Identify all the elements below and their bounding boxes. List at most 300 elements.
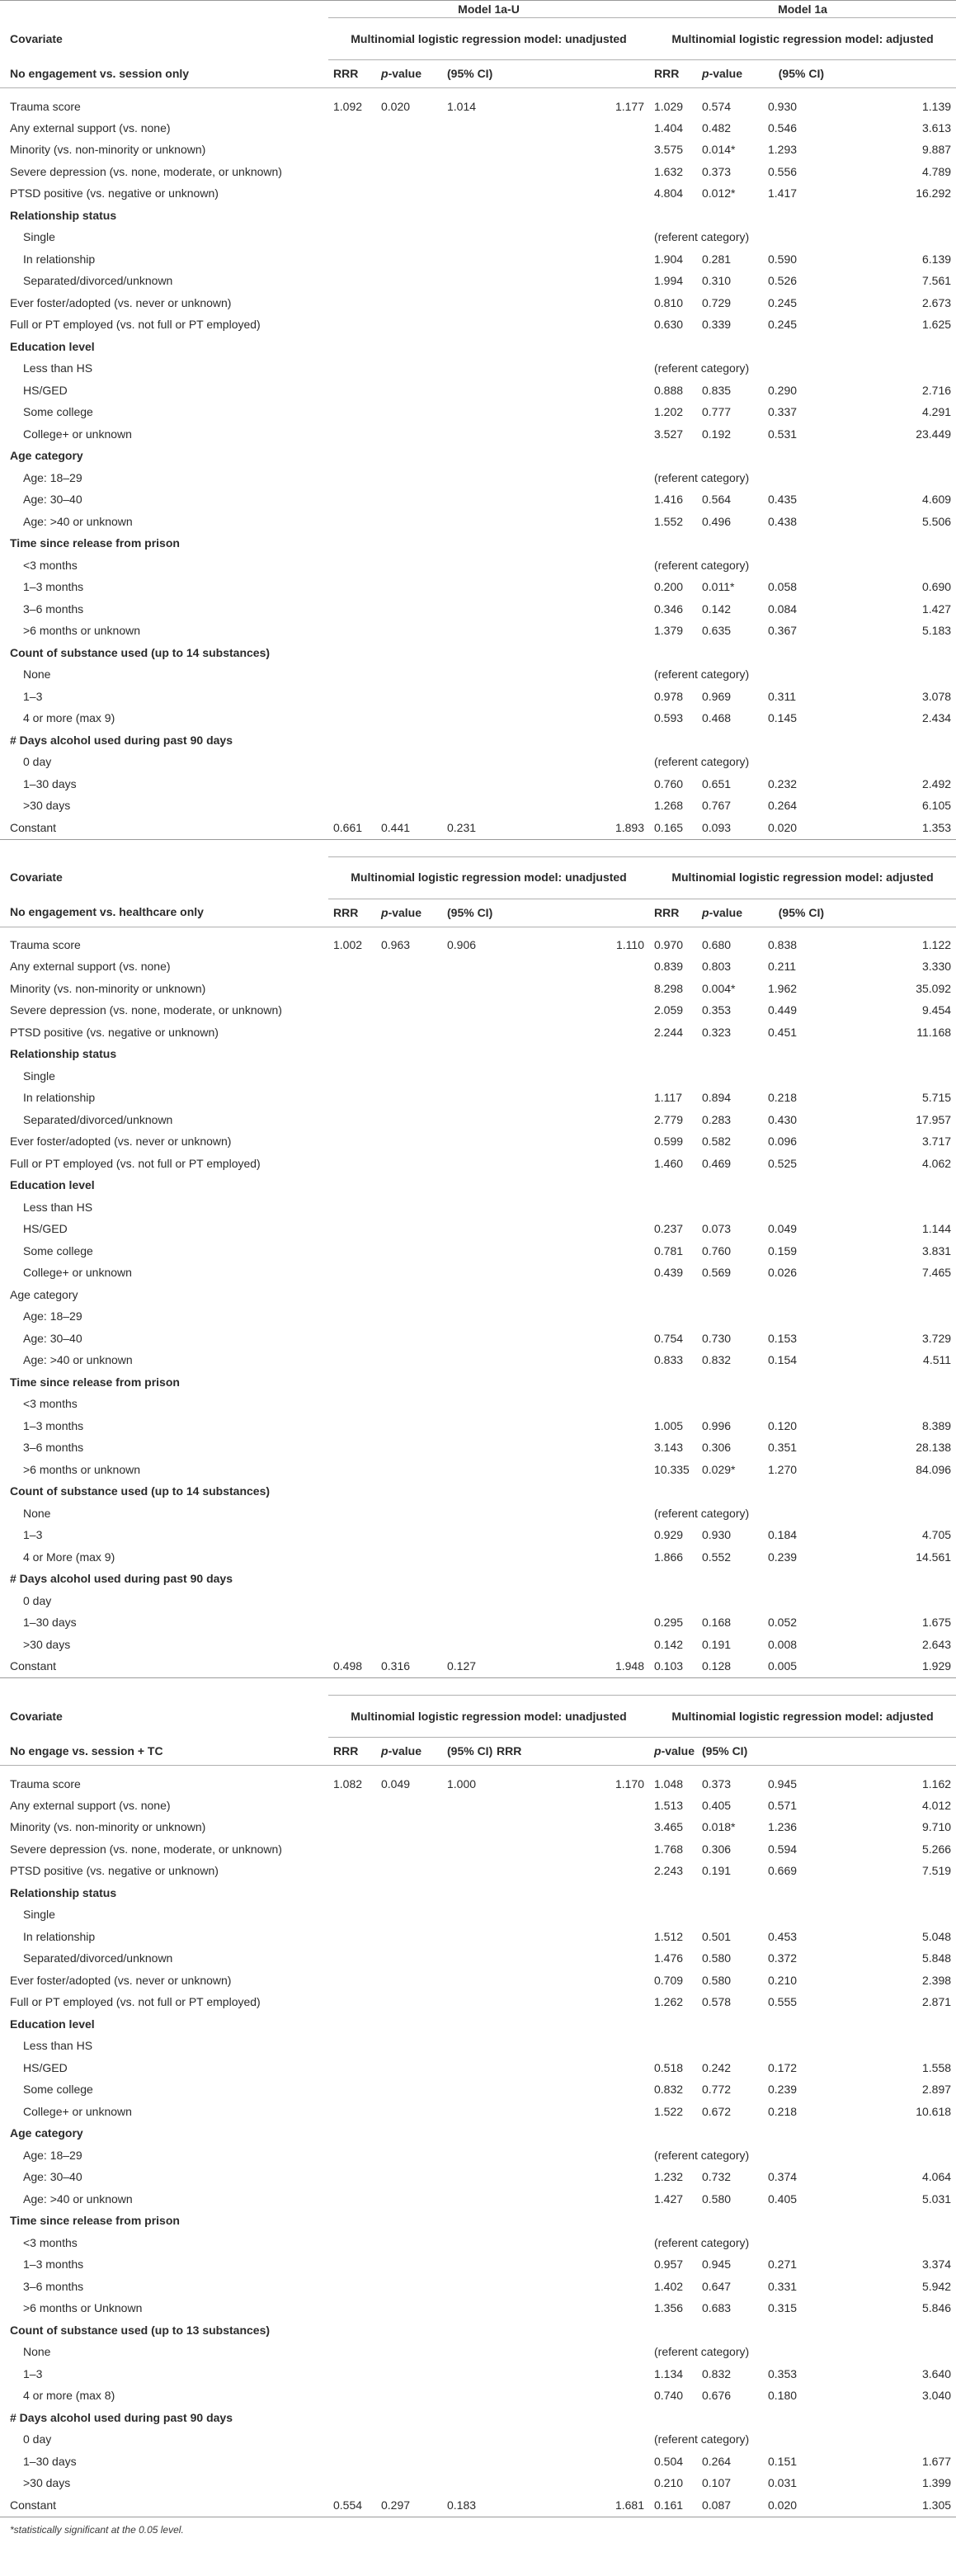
left-value-cell — [328, 402, 376, 424]
section-spacer — [328, 1175, 956, 1197]
left-value-cell — [492, 1109, 649, 1131]
right-column-header — [829, 899, 956, 927]
left-value-cell — [442, 1546, 492, 1569]
right-value-cell: 0.310 — [702, 274, 732, 288]
left-value-cell — [328, 795, 376, 818]
right-value-cell: 0.107 — [702, 2476, 732, 2490]
right-value-cell: 0.306 — [702, 1842, 732, 1856]
right-value-cell: 0.810 — [654, 295, 684, 309]
right-value-cell: 0.496 — [702, 514, 732, 528]
right-value-cell: 0.578 — [702, 1995, 732, 2009]
right-value-cell: 0.468 — [702, 711, 732, 725]
right-value-cell: 2.716 — [921, 383, 952, 397]
left-value-cell — [442, 511, 492, 533]
model-right-name — [649, 839, 956, 856]
right-value-cell: 5.183 — [921, 624, 952, 638]
left-column-header: p-value — [376, 899, 442, 927]
table-row — [0, 1525, 956, 1547]
right-value-cell: 0.142 — [654, 1637, 684, 1651]
left-value-cell — [492, 1948, 649, 1970]
right-value-cell: 1.305 — [829, 2494, 956, 2517]
left-value-cell — [328, 1970, 376, 1992]
covariate-label: Constant — [0, 2494, 328, 2517]
referent-row — [0, 1503, 956, 1525]
table-row — [0, 1634, 956, 1656]
right-value-cell: 4.012 — [921, 1798, 952, 1812]
right-value-cell: 0.453 — [768, 1929, 798, 1943]
left-column-header: RRR — [328, 60, 376, 88]
right-value-cell: 4.064 — [921, 2170, 952, 2184]
covariate-label: Age: >40 or unknown — [23, 2191, 133, 2206]
table-row — [0, 292, 956, 314]
right-value-cell: 0.290 — [768, 383, 798, 397]
left-value-cell — [376, 978, 442, 1000]
table-row — [0, 1087, 956, 1110]
left-empty — [328, 467, 649, 489]
right-column-header: (95% CI) — [763, 60, 829, 88]
table-row — [0, 314, 956, 337]
referent-row — [0, 1306, 956, 1328]
right-value-cell: 1.236 — [768, 1820, 798, 1834]
right-value-cell: 1.029 — [654, 99, 684, 113]
referent-row — [0, 1590, 956, 1612]
right-value-cell: 0.760 — [702, 1243, 732, 1257]
left-value-cell — [376, 2385, 442, 2408]
right-value-cell: 10.335 — [654, 1462, 690, 1476]
left-value-cell: 1.893 — [492, 817, 649, 839]
right-value-cell: 2.871 — [921, 1995, 952, 2009]
left-value-cell — [442, 1000, 492, 1022]
left-value-cell: 1.948 — [492, 1656, 649, 1678]
left-value-cell: 1.177 — [615, 99, 644, 113]
right-value-cell: 0.200 — [654, 580, 684, 594]
left-value-cell — [376, 1525, 442, 1547]
right-value-cell: 1.270 — [768, 1462, 798, 1476]
section-header-row — [0, 2407, 956, 2429]
left-value-cell — [376, 686, 442, 708]
table-row — [0, 88, 956, 118]
right-value-cell: 0.283 — [702, 1112, 732, 1126]
right-value-cell: 5.031 — [921, 2191, 952, 2206]
right-value-cell: 1.427 — [921, 602, 952, 616]
covariate-label: 1–30 days — [23, 2454, 77, 2468]
referent-note: (referent category) — [654, 230, 750, 244]
table-row — [0, 1656, 956, 1678]
right-value-cell: 0.556 — [768, 164, 798, 178]
right-value-cell: 3.831 — [921, 1243, 952, 1257]
right-value-cell: 0.339 — [702, 318, 732, 332]
right-model-description: Multinomial logistic regression model: adjusted — [649, 1696, 956, 1738]
right-value-cell: 4.511 — [923, 1353, 952, 1367]
left-value-cell — [376, 795, 442, 818]
left-value-cell — [492, 1861, 649, 1883]
left-value-cell — [328, 1262, 376, 1285]
referent-note: (referent category) — [654, 470, 750, 484]
table-row — [0, 380, 956, 402]
left-value-cell — [442, 1021, 492, 1044]
left-value-cell — [442, 598, 492, 620]
section-label: Count of substance used (up to 14 substances) — [10, 645, 271, 659]
referent-row — [0, 2144, 956, 2167]
right-value-cell: 0.154 — [768, 1353, 798, 1367]
table-row — [0, 773, 956, 795]
left-value-cell — [328, 423, 376, 446]
left-value-cell: 1.002 — [333, 938, 363, 951]
right-value-cell: 1.768 — [654, 1842, 684, 1856]
left-value-cell — [442, 1634, 492, 1656]
left-value-cell — [376, 2188, 442, 2210]
table-row — [0, 1546, 956, 1569]
right-value-cell: 0.555 — [768, 1995, 798, 2009]
left-empty — [328, 2144, 649, 2167]
right-value-cell: 4.291 — [921, 405, 952, 419]
category-label: Single — [23, 1908, 55, 1922]
model-left-name — [328, 839, 649, 856]
left-value-cell — [328, 1000, 376, 1022]
right-value-cell: 3.729 — [921, 1331, 952, 1345]
left-value-cell — [328, 1525, 376, 1547]
covariate-label: >6 months or unknown — [23, 624, 141, 638]
table-row — [0, 1795, 956, 1817]
right-value-cell: 1.512 — [654, 1929, 684, 1943]
right-value-cell: 0.552 — [702, 1550, 732, 1564]
covariate-label: Minority (vs. non-minority or unknown) — [10, 143, 206, 157]
right-value-cell: 0.683 — [702, 2301, 732, 2315]
right-value-cell: 0.672 — [702, 2104, 732, 2118]
left-value-cell — [376, 956, 442, 979]
section-spacer — [328, 1044, 956, 1066]
covariate-label: 4 or more (max 9) — [23, 711, 115, 725]
left-value-cell — [328, 139, 376, 162]
right-value-cell: 0.191 — [702, 1637, 732, 1651]
referent-note: (referent category) — [654, 668, 750, 682]
right-value-cell: 1.513 — [654, 1798, 684, 1812]
table-row — [0, 271, 956, 293]
right-value-cell: 0.168 — [702, 1616, 732, 1630]
left-value-cell — [376, 1459, 442, 1481]
right-value-cell: 0.271 — [768, 2258, 798, 2272]
left-value-cell — [328, 1948, 376, 1970]
referent-row — [0, 1394, 956, 1416]
right-value-cell: 0.239 — [768, 1550, 798, 1564]
left-value-cell — [492, 1131, 649, 1154]
left-column-header: (95% CI) — [442, 60, 492, 88]
left-empty — [328, 1196, 649, 1219]
left-value-cell — [376, 511, 442, 533]
category-label: 0 day — [23, 1593, 52, 1607]
right-value-cell: 3.143 — [654, 1441, 684, 1455]
left-value-cell — [376, 1021, 442, 1044]
referent-row — [0, 2036, 956, 2058]
right-value-cell: 1.677 — [921, 2454, 952, 2468]
left-empty — [328, 664, 649, 686]
right-column-header — [829, 60, 956, 88]
left-value-cell — [492, 1262, 649, 1285]
left-value-cell — [376, 1970, 442, 1992]
covariate-label: Separated/divorced/unknown — [23, 274, 173, 288]
section-header-row — [0, 2319, 956, 2342]
left-value-cell — [328, 1612, 376, 1635]
left-value-cell — [376, 380, 442, 402]
referent-row — [0, 1904, 956, 1927]
left-value-cell — [328, 2298, 376, 2320]
covariate-label: 1–3 months — [23, 1418, 84, 1432]
right-value-cell: 0.049 — [768, 1222, 798, 1236]
left-value-cell — [442, 773, 492, 795]
right-value-cell: 0.004* — [702, 981, 736, 995]
table-row — [0, 117, 956, 139]
right-value-cell: 5.846 — [921, 2301, 952, 2315]
table-row — [0, 620, 956, 643]
right-value-cell: 0.367 — [768, 624, 798, 638]
section-header-row — [0, 1882, 956, 1904]
left-value-cell — [492, 1970, 649, 1992]
right-value-cell: 0.373 — [702, 164, 732, 178]
section-spacer — [328, 1882, 956, 1904]
covariate-label: Ever foster/adopted (vs. never or unknown) — [10, 295, 232, 309]
left-value-cell — [376, 1131, 442, 1154]
covariate-label: Constant — [0, 817, 328, 839]
referent-note: (referent category) — [654, 2345, 750, 2359]
left-value-cell — [442, 292, 492, 314]
model-header-row — [0, 839, 956, 856]
left-value-cell: 1.014 — [447, 99, 477, 113]
right-value-cell: 0.504 — [654, 2454, 684, 2468]
category-label: <3 months — [23, 1397, 78, 1411]
left-value-cell — [442, 2188, 492, 2210]
left-column-header: p-value — [376, 1738, 442, 1766]
right-value-cell: 0.093 — [697, 817, 763, 839]
covariate-label: Minority (vs. non-minority or unknown) — [10, 1820, 206, 1834]
table-row — [0, 183, 956, 205]
right-value-cell: 1.048 — [654, 1776, 684, 1790]
table-row — [0, 2254, 956, 2276]
left-empty — [328, 1065, 649, 1087]
right-value-cell: 5.266 — [921, 1842, 952, 1856]
left-value-cell — [376, 1948, 442, 1970]
right-value-cell: 1.134 — [654, 2366, 684, 2380]
right-value-cell: 0.346 — [654, 602, 684, 616]
comparison-label: No engagement vs. session only — [0, 60, 328, 88]
left-column-header: RRR — [328, 899, 376, 927]
referent-note — [649, 1904, 956, 1927]
left-value-cell — [328, 1838, 376, 1861]
section-label: Education level — [10, 339, 95, 353]
right-column-header: (95% CI) — [697, 1738, 763, 1766]
left-value-cell — [492, 1000, 649, 1022]
section-spacer — [328, 2319, 956, 2342]
table-row — [0, 1240, 956, 1262]
covariate-label: Age: >40 or unknown — [23, 1353, 133, 1367]
left-value-cell: 0.183 — [442, 2494, 492, 2517]
covariate-label: HS/GED — [23, 2060, 68, 2074]
covariate-label: 3–6 months — [23, 2279, 84, 2293]
right-value-cell: 0.590 — [768, 252, 798, 266]
right-value-cell: 0.729 — [702, 295, 732, 309]
left-value-cell — [328, 978, 376, 1000]
left-value-cell — [492, 489, 649, 512]
referent-note: (referent category) — [654, 361, 750, 375]
covariate-label: 1–30 days — [23, 1616, 77, 1630]
left-value-cell — [492, 2451, 649, 2473]
left-value-cell — [376, 2254, 442, 2276]
left-empty — [328, 2036, 649, 2058]
left-value-cell — [376, 1612, 442, 1635]
right-value-cell: 1.994 — [654, 274, 684, 288]
right-value-cell: 1.293 — [768, 143, 798, 157]
table-row — [0, 1284, 956, 1306]
right-value-cell: 28.138 — [916, 1441, 952, 1455]
right-value-cell: 0.020 — [763, 817, 829, 839]
referent-note: (referent category) — [654, 755, 750, 769]
right-value-cell: 1.632 — [654, 164, 684, 178]
category-label: None — [23, 2345, 51, 2359]
left-value-cell — [376, 773, 442, 795]
left-value-cell — [492, 1240, 649, 1262]
right-value-cell: 0.571 — [768, 1798, 798, 1812]
left-value-cell — [328, 598, 376, 620]
left-value-cell: 0.049 — [381, 1776, 411, 1790]
covariate-heading: Covariate — [10, 870, 63, 884]
referent-row — [0, 1196, 956, 1219]
left-value-cell — [442, 271, 492, 293]
covariate-label: HS/GED — [23, 383, 68, 397]
left-value-cell — [492, 795, 649, 818]
section-label: Relationship status — [10, 208, 117, 222]
table-row — [0, 1021, 956, 1044]
left-value-cell — [328, 577, 376, 599]
right-value-cell: 3.078 — [921, 689, 952, 703]
category-label: Age: 18–29 — [23, 2148, 82, 2162]
model-right-name — [649, 1678, 956, 1696]
left-value-cell: 0.020 — [381, 99, 411, 113]
left-value-cell — [442, 2363, 492, 2385]
left-value-cell — [442, 1992, 492, 2014]
right-value-cell: 0.580 — [702, 1973, 732, 1987]
table-row — [0, 139, 956, 162]
right-value-cell: 0.103 — [649, 1656, 697, 1678]
right-value-cell: 0.180 — [768, 2389, 798, 2403]
right-value-cell: 7.561 — [921, 274, 952, 288]
section-spacer — [328, 446, 956, 468]
left-empty — [328, 2232, 649, 2254]
right-value-cell: 0.732 — [702, 2170, 732, 2184]
covariate-label: 3–6 months — [23, 1441, 84, 1455]
left-value-cell — [328, 1109, 376, 1131]
section-header-row — [0, 1569, 956, 1591]
left-value-cell — [328, 1459, 376, 1481]
left-value-cell — [328, 2473, 376, 2495]
left-value-cell — [328, 2079, 376, 2102]
table-row — [0, 2494, 956, 2517]
category-label: None — [23, 668, 51, 682]
left-value-cell — [492, 423, 649, 446]
left-value-cell — [492, 2276, 649, 2298]
left-value-cell — [376, 1219, 442, 1241]
left-value-cell — [492, 1350, 649, 1372]
right-value-cell: 3.465 — [654, 1820, 684, 1834]
left-value-cell — [376, 2473, 442, 2495]
left-empty — [328, 1904, 649, 1927]
covariate-heading: Covariate — [10, 1709, 63, 1723]
column-header-row — [0, 60, 956, 88]
left-value-cell — [376, 1000, 442, 1022]
right-value-cell: 0.781 — [654, 1243, 684, 1257]
section-header-row — [0, 1044, 956, 1066]
left-value-cell — [442, 161, 492, 183]
right-value-cell: 1.262 — [654, 1995, 684, 2009]
left-value-cell — [328, 1546, 376, 1569]
left-model-description: Multinomial logistic regression model: unadjusted — [328, 18, 649, 60]
left-value-cell — [442, 795, 492, 818]
left-value-cell — [492, 2101, 649, 2123]
right-model-description: Multinomial logistic regression model: adjusted — [649, 856, 956, 899]
header-spacer — [0, 1678, 328, 1696]
right-value-cell: 1.552 — [654, 514, 684, 528]
right-value-cell: 0.058 — [768, 580, 798, 594]
right-column-header: RRR — [649, 899, 697, 927]
right-value-cell: 1.005 — [654, 1418, 684, 1432]
left-value-cell — [492, 1926, 649, 1948]
right-value-cell: 0.159 — [768, 1243, 798, 1257]
left-value-cell — [492, 1459, 649, 1481]
right-value-cell: 1.202 — [654, 405, 684, 419]
right-value-cell: 8.298 — [654, 981, 684, 995]
left-value-cell — [376, 423, 442, 446]
right-value-cell: 0.052 — [768, 1616, 798, 1630]
right-value-cell: 2.434 — [921, 711, 952, 725]
left-value-cell — [328, 314, 376, 337]
right-value-cell: 0.564 — [702, 493, 732, 507]
comparison-label: No engage vs. session + TC — [0, 1738, 328, 1766]
covariate-label: PTSD positive (vs. negative or unknown) — [10, 1864, 219, 1878]
section-label: # Days alcohol used during past 90 days — [10, 2410, 233, 2424]
left-column-header: (95% CI) — [442, 1738, 492, 1766]
right-value-cell: 5.942 — [921, 2279, 952, 2293]
covariate-label: >30 days — [23, 1637, 71, 1651]
left-value-cell — [328, 2167, 376, 2189]
right-value-cell: 16.292 — [916, 186, 952, 201]
left-value-cell — [492, 271, 649, 293]
right-value-cell: 1.416 — [654, 493, 684, 507]
right-value-cell: 0.211 — [768, 960, 796, 974]
left-value-cell — [442, 1459, 492, 1481]
table-row — [0, 1131, 956, 1154]
model-desc-row — [0, 856, 956, 899]
covariate-label: 1–3 months — [23, 2258, 84, 2272]
right-value-cell: 0.690 — [921, 580, 952, 594]
right-value-cell: 0.264 — [768, 799, 798, 813]
left-value-cell — [442, 1525, 492, 1547]
right-value-cell: 0.482 — [702, 120, 732, 134]
left-value-cell — [442, 2167, 492, 2189]
right-value-cell: 23.449 — [916, 427, 952, 441]
referent-row — [0, 752, 956, 774]
left-value-cell — [328, 708, 376, 730]
left-value-cell — [492, 1328, 649, 1350]
left-value-cell — [328, 2254, 376, 2276]
right-value-cell: 0.740 — [654, 2389, 684, 2403]
left-value-cell — [492, 2473, 649, 2495]
left-value-cell — [376, 1153, 442, 1175]
left-value-cell — [492, 978, 649, 1000]
covariate-heading: Covariate — [10, 31, 63, 45]
right-value-cell: 84.096 — [916, 1462, 952, 1476]
left-value-cell — [376, 402, 442, 424]
covariate-label: In relationship — [23, 1091, 96, 1105]
left-value-cell — [492, 956, 649, 979]
covariate-label: Full or PT employed (vs. not full or PT employed) — [10, 1995, 261, 2009]
